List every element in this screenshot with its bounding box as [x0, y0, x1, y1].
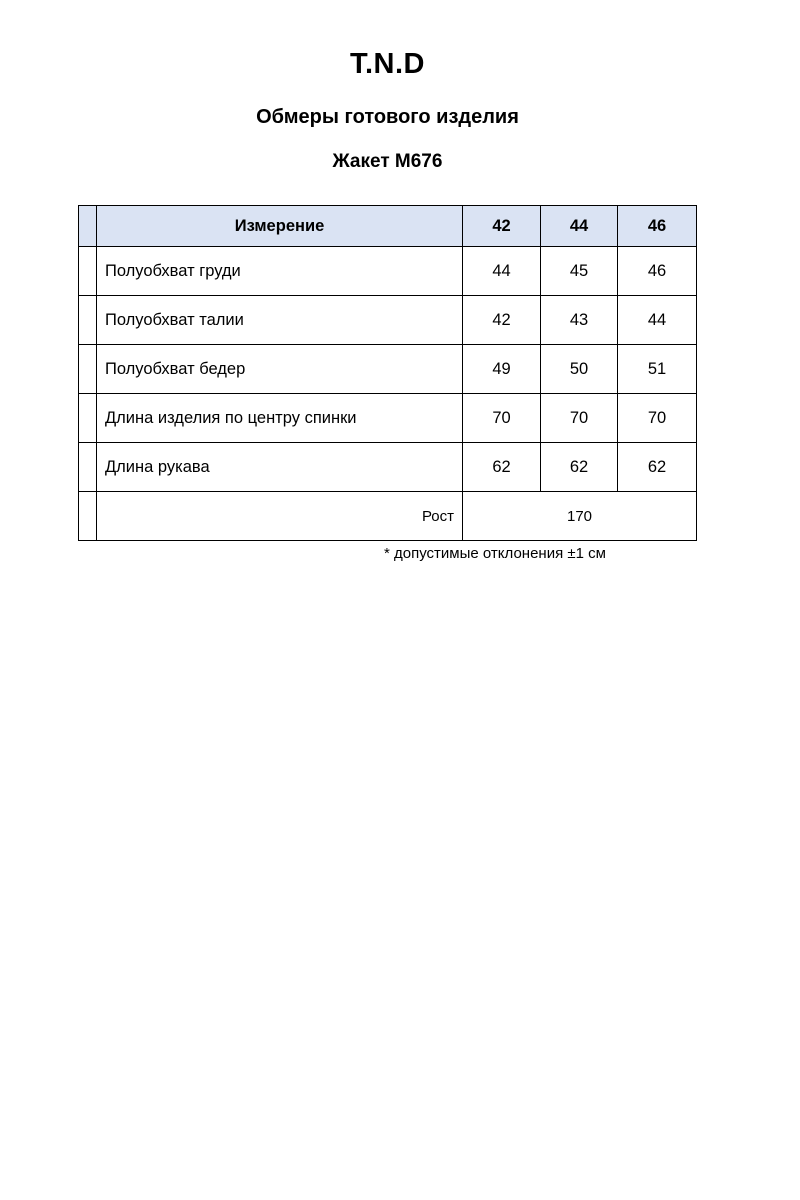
header-size: 42 [463, 206, 541, 247]
row-gutter [79, 492, 97, 541]
row-gutter [79, 296, 97, 345]
table-row [79, 247, 697, 296]
measurement-value: 70 [541, 394, 618, 443]
measurement-value: 46 [618, 247, 697, 296]
table-row [79, 394, 697, 443]
measurement-value: 50 [541, 345, 618, 394]
document-title: Обмеры готового изделия [256, 106, 519, 128]
brand-title: T.N.D [350, 48, 425, 80]
table-row [79, 443, 697, 492]
measurement-value: 62 [618, 443, 697, 492]
table-row-height [79, 492, 697, 541]
height-value: 170 [463, 492, 697, 541]
table-header-row [79, 206, 697, 247]
measurement-value: 70 [463, 394, 541, 443]
row-gutter [79, 394, 97, 443]
measurement-value: 43 [541, 296, 618, 345]
measurement-value: 44 [463, 247, 541, 296]
measurement-value: 70 [618, 394, 697, 443]
header-size: 46 [618, 206, 697, 247]
header-measurement: Измерение [97, 206, 463, 247]
measurement-label: Полуобхват бедер [97, 345, 463, 394]
product-subtitle: Жакет М676 [332, 151, 443, 172]
header-size: 44 [541, 206, 618, 247]
measurement-value: 45 [541, 247, 618, 296]
row-gutter [79, 206, 97, 247]
measurement-label: Длина изделия по центру спинки [97, 394, 463, 443]
row-gutter [79, 247, 97, 296]
measurements-table [78, 205, 697, 541]
height-label: Рост [97, 492, 463, 541]
measurement-value: 49 [463, 345, 541, 394]
measurement-value: 44 [618, 296, 697, 345]
row-gutter [79, 345, 97, 394]
measurement-label: Полуобхват груди [97, 247, 463, 296]
measurement-value: 62 [463, 443, 541, 492]
measurement-label: Длина рукава [97, 443, 463, 492]
table-row [79, 345, 697, 394]
row-gutter [79, 443, 97, 492]
tolerance-note: * допустимые отклонения ±1 см [384, 545, 606, 562]
measurement-value: 51 [618, 345, 697, 394]
table-row [79, 296, 697, 345]
measurement-label: Полуобхват талии [97, 296, 463, 345]
measurement-value: 62 [541, 443, 618, 492]
measurement-value: 42 [463, 296, 541, 345]
